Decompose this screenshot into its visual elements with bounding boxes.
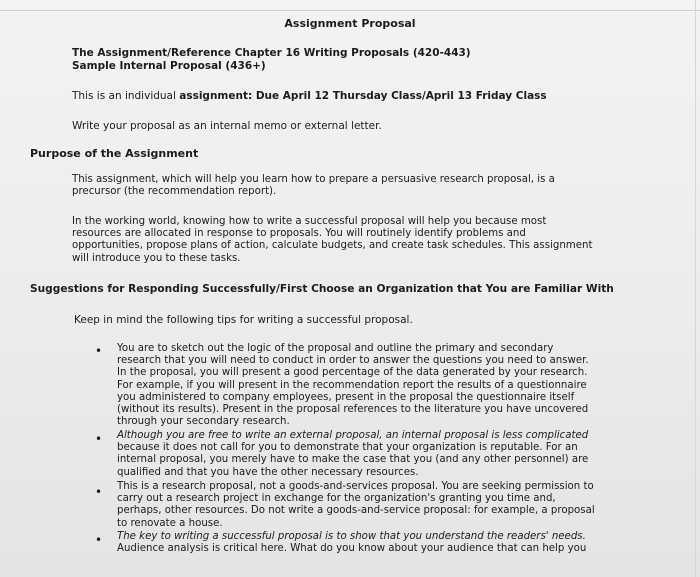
paragraph-line: opportunities, propose plans of action, calculate budgets, and create task schedules. This assignment (72, 240, 593, 252)
bullet-line: The key to writing a successful proposal is to show that you understand the readers' needs. (117, 531, 586, 542)
bullet-line: research that you will need to conduct in order to answer the questions you need to answer. (117, 355, 589, 367)
bullet-line: Although you are free to write an external proposal, an internal proposal is less complicated (117, 430, 589, 441)
reference-line-2: Sample Internal Proposal (436+) (72, 60, 266, 72)
right-border (695, 0, 696, 577)
page-title: Assignment Proposal (284, 17, 416, 30)
bullet-line: qualified and that you have the other necessary resources. (117, 466, 419, 478)
individual-assignment-line (72, 90, 547, 102)
due-date-text: assignment: Due April 12 Thursday Class/April 13 Friday Class (179, 90, 547, 102)
individual-prefix: This is an individual (72, 90, 180, 102)
bullet-marker: • (95, 344, 103, 358)
paragraph-line: resources are allocated in response to proposals. You will routinely identify problems and (72, 228, 526, 240)
bullet-item-3 (117, 481, 595, 530)
suggestions-heading: Suggestions for Responding Successfully/First Choose an Organization that You are Familiar With (30, 283, 614, 295)
bullet-line: Audience analysis is critical here. What do you know about your audience that can help you (117, 543, 587, 555)
bullet-line: This is a research proposal, not a goods-and-services proposal. You are seeking permission to (117, 481, 594, 492)
paragraph-line: In the working world, knowing how to write a successful proposal will help you because most (72, 216, 547, 227)
bullet-line: to renovate a house. (117, 517, 223, 529)
memo-instruction: Write your proposal as an internal memo or external letter. (72, 120, 382, 132)
bullet-line: perhaps, other resources. Do not write a goods-and-service proposal: for example, a proposal (117, 505, 595, 517)
bullet-line: you administered to company employees, present in the proposal the questionnaire itself (117, 391, 575, 403)
top-divider (0, 10, 700, 11)
bullet-line: In the proposal, you will present a good percentage of the data generated by your research. (117, 367, 588, 379)
purpose-heading: Purpose of the Assignment (30, 147, 199, 160)
bullet-item-2 (117, 430, 588, 479)
bullet-marker: • (95, 533, 103, 547)
paragraph-line: will introduce you to these tasks. (72, 252, 241, 264)
bullet-line: For example, if you will present in the recommendation report the results of a questionnaire (117, 379, 587, 391)
purpose-paragraph-1 (72, 174, 555, 198)
bullet-item-4 (117, 531, 586, 555)
bullet-line: carry out a research project in exchange for the organization's granting you time and, (117, 493, 556, 505)
bullet-line: (without its results). Present in the proposal references to the literature you have uncovered (117, 404, 589, 416)
bullet-line: You are to sketch out the logic of the proposal and outline the primary and secondary (117, 343, 554, 354)
bullet-line: internal proposal, you merely have to make the case that you (and any other personnel) are (117, 454, 589, 466)
bullet-item-1 (117, 343, 589, 428)
tips-intro: Keep in mind the following tips for writing a successful proposal. (74, 314, 413, 326)
bullet-line: through your secondary research. (117, 416, 290, 428)
paragraph-line: This assignment, which will help you learn how to prepare a persuasive research proposal, is a (72, 174, 555, 185)
purpose-paragraph-2 (72, 216, 592, 265)
bullet-line: because it does not call for you to demonstrate that your organization is reputable. For an (117, 442, 578, 454)
reference-line-1: The Assignment/Reference Chapter 16 Writing Proposals (420-443) (72, 47, 471, 59)
bullet-marker: • (95, 432, 103, 446)
paragraph-line: precursor (the recommendation report). (72, 186, 277, 198)
bullet-marker: • (95, 485, 103, 499)
